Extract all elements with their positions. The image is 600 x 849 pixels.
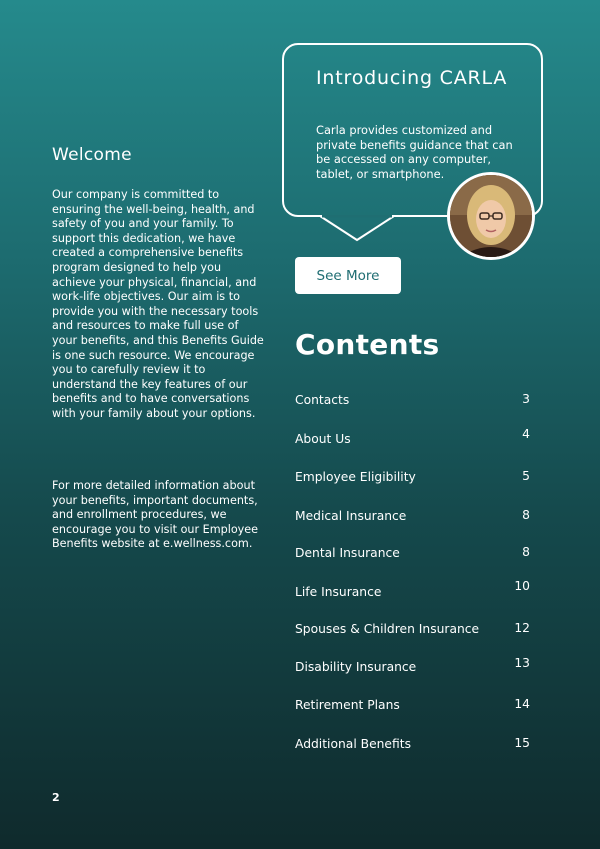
toc-item-contacts[interactable] xyxy=(295,392,530,412)
toc-item-dental-insurance[interactable] xyxy=(295,545,530,565)
toc-item-about-us[interactable] xyxy=(295,427,530,447)
toc-item-medical-insurance[interactable] xyxy=(295,508,530,528)
toc-item-employee-eligibility[interactable] xyxy=(295,469,530,489)
carla-description: Carla provides customized and private benefits guidance that can be accessed on any computer, tablet, or smartphone. xyxy=(316,123,513,181)
toc-item-life-insurance[interactable] xyxy=(295,579,530,599)
toc-item-disability-insurance[interactable] xyxy=(295,656,530,676)
toc-page-number: 5 xyxy=(522,469,530,483)
toc-label: Retirement Plans xyxy=(295,698,400,712)
toc-label: Disability Insurance xyxy=(295,660,417,674)
toc-label: Medical Insurance xyxy=(295,509,407,523)
toc-page-number: 3 xyxy=(522,392,530,406)
toc-page-number: 4 xyxy=(522,427,530,441)
toc-page-number: 8 xyxy=(522,508,530,522)
toc-item-retirement-plans[interactable] xyxy=(295,697,530,717)
toc-page-number: 8 xyxy=(522,545,530,559)
toc-page-number: 15 xyxy=(514,736,530,750)
contents-title: Contents xyxy=(295,328,440,361)
carla-avatar xyxy=(447,172,535,260)
toc-label: Additional Benefits xyxy=(295,737,411,751)
toc-label: Spouses & Children Insurance xyxy=(295,622,480,636)
page-number: 2 xyxy=(52,791,60,804)
welcome-body: Our company is committed to ensuring the well-being, health, and safety of you and your family. To support this dedication, we have created a comprehensive benefits program designed to help you achieve your physical, financial, and work-life objectives. Our aim is to provide you with the necessary tools and resources to make full use of your benefits, and this Benefits Guide is one such resource. We encourage you to carefully review it to understand the key features of our benefits and to have conversations with your family about your options. xyxy=(52,188,264,420)
portrait-image xyxy=(450,175,532,257)
toc-page-number: 12 xyxy=(514,621,530,635)
toc-page-number: 14 xyxy=(514,697,530,711)
toc-page-number: 10 xyxy=(514,579,530,593)
toc-label: Life Insurance xyxy=(295,585,382,599)
toc-item-spouses-children-insurance[interactable] xyxy=(295,621,530,641)
see-more-button[interactable]: See More xyxy=(295,257,401,294)
toc-label: Dental Insurance xyxy=(295,546,400,560)
welcome-more-info: For more detailed information about your benefits, important documents, and enrollment procedures, we encourage you to visit our Employee Benefits website at e.wellness.com. xyxy=(52,479,259,551)
toc-item-additional-benefits[interactable] xyxy=(295,736,530,756)
toc-label: Employee Eligibility xyxy=(295,470,416,484)
toc-label: About Us xyxy=(295,432,351,446)
welcome-title: Welcome xyxy=(52,145,132,165)
carla-title: Introducing CARLA xyxy=(316,67,508,89)
speech-bubble-tail xyxy=(320,215,394,243)
toc-page-number: 13 xyxy=(514,656,530,670)
toc-label: Contacts xyxy=(295,393,350,407)
